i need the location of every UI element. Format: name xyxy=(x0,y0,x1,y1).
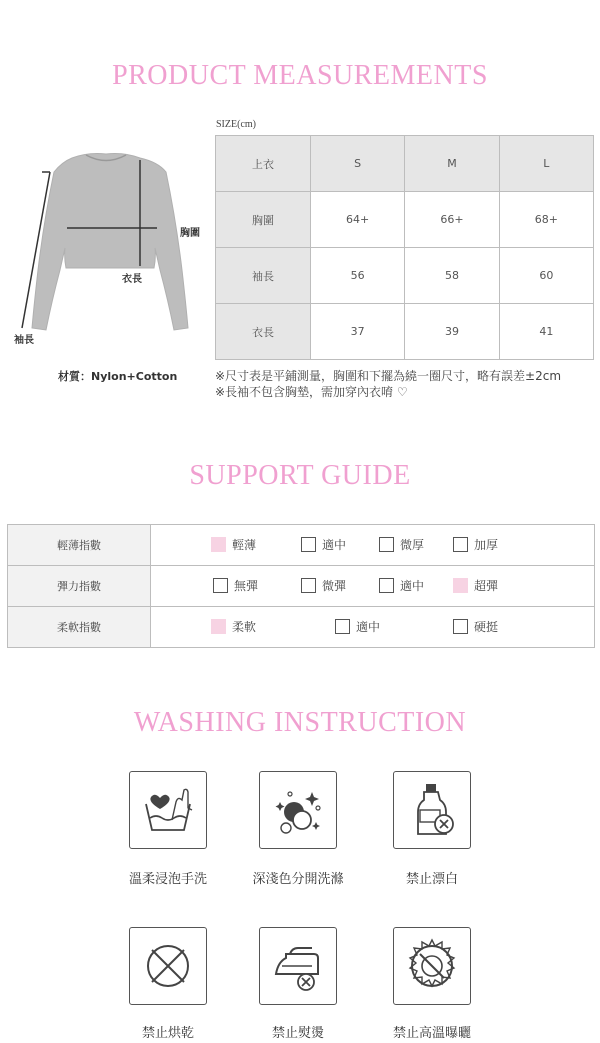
guide-option xyxy=(211,618,256,635)
measurement-note: ※長袖不包含胸墊，需加穿內衣唷 ♡ xyxy=(215,385,408,399)
table-cell: 56 xyxy=(311,248,405,304)
guide-option xyxy=(453,618,498,635)
option-label: 輕薄 xyxy=(232,538,257,552)
wash-label: 禁止烘乾 xyxy=(141,1026,194,1041)
table-cell: 39 xyxy=(405,304,499,360)
option-label: 柔軟 xyxy=(232,620,257,634)
table-row xyxy=(216,192,594,248)
diagram-label-length: 衣長 xyxy=(122,274,142,285)
no-sun-dry-icon xyxy=(393,927,471,1005)
checkbox-checked xyxy=(211,537,226,552)
checkbox-unchecked xyxy=(379,537,394,552)
guide-option xyxy=(379,577,424,594)
separate-colors-icon xyxy=(259,771,337,849)
checkbox-checked xyxy=(453,578,468,593)
size-table-header-cell: 上衣 xyxy=(216,136,311,192)
guide-option xyxy=(453,577,498,594)
size-table-header-cell: L xyxy=(499,136,593,192)
checkbox-unchecked xyxy=(453,619,468,634)
row-label: 袖長 xyxy=(216,248,311,304)
size-caption: SIZE(cm) xyxy=(216,119,256,130)
wash-label: 禁止熨燙 xyxy=(271,1026,324,1041)
guide-option xyxy=(453,536,498,553)
option-label: 無彈 xyxy=(234,579,259,593)
washing-title: WASHING INSTRUCTION xyxy=(133,707,467,738)
support-guide-table xyxy=(7,524,595,648)
guide-row-softness xyxy=(8,606,594,647)
table-cell: 68+ xyxy=(499,192,593,248)
table-row xyxy=(216,304,594,360)
size-table xyxy=(215,135,594,360)
size-table-header-cell: M xyxy=(405,136,499,192)
wash-label: 溫柔浸泡手洗 xyxy=(128,872,207,887)
table-cell: 41 xyxy=(499,304,593,360)
table-cell: 66+ xyxy=(405,192,499,248)
diagram-label-sleeve: 袖長 xyxy=(14,335,34,346)
guide-option xyxy=(335,618,380,635)
checkbox-unchecked xyxy=(453,537,468,552)
guide-row-elasticity xyxy=(8,565,594,606)
no-tumble-dry-icon xyxy=(129,927,207,1005)
hand-wash-icon xyxy=(129,771,207,849)
table-cell: 60 xyxy=(499,248,593,304)
garment-diagram xyxy=(10,150,205,345)
guide-row-label: 彈力指數 xyxy=(8,566,151,606)
checkbox-unchecked xyxy=(301,578,316,593)
checkbox-unchecked xyxy=(379,578,394,593)
size-table-header-cell: S xyxy=(311,136,405,192)
wash-label: 深淺色分開洗滌 xyxy=(252,872,344,887)
checkbox-checked xyxy=(211,619,226,634)
guide-option xyxy=(301,577,346,594)
guide-option xyxy=(213,577,258,594)
table-row xyxy=(216,248,594,304)
no-bleach-icon xyxy=(393,771,471,849)
guide-row-label: 輕薄指數 xyxy=(8,525,151,565)
option-label: 硬挺 xyxy=(474,620,499,634)
row-label: 衣長 xyxy=(216,304,311,360)
size-table-header-row xyxy=(216,136,594,192)
no-iron-icon xyxy=(259,927,337,1005)
guide-row-label: 柔軟指數 xyxy=(8,607,151,647)
option-label: 微厚 xyxy=(400,538,425,552)
diagram-label-chest: 胸圍 xyxy=(180,228,200,239)
option-label: 適中 xyxy=(322,538,347,552)
table-cell: 64+ xyxy=(311,192,405,248)
measurement-note: ※尺寸表是平鋪測量，胸圍和下擺為繞一圈尺寸，略有誤差±2cm xyxy=(215,369,562,383)
checkbox-unchecked xyxy=(335,619,350,634)
measurements-title: PRODUCT MEASUREMENTS xyxy=(112,60,488,91)
option-label: 微彈 xyxy=(322,579,347,593)
option-label: 超彈 xyxy=(474,579,499,593)
material-text: 材質：Nylon+Cotton xyxy=(58,370,178,383)
guide-row-thickness xyxy=(8,525,594,565)
option-label: 適中 xyxy=(400,579,425,593)
support-title: SUPPORT GUIDE xyxy=(189,460,411,491)
option-label: 加厚 xyxy=(474,538,499,552)
table-cell: 37 xyxy=(311,304,405,360)
guide-option xyxy=(301,536,346,553)
checkbox-unchecked xyxy=(213,578,228,593)
table-cell: 58 xyxy=(405,248,499,304)
wash-label: 禁止高溫曝曬 xyxy=(392,1026,471,1041)
checkbox-unchecked xyxy=(301,537,316,552)
guide-option xyxy=(379,536,424,553)
option-label: 適中 xyxy=(356,620,381,634)
guide-option xyxy=(211,536,256,553)
row-label: 胸圍 xyxy=(216,192,311,248)
wash-label: 禁止漂白 xyxy=(405,872,458,887)
